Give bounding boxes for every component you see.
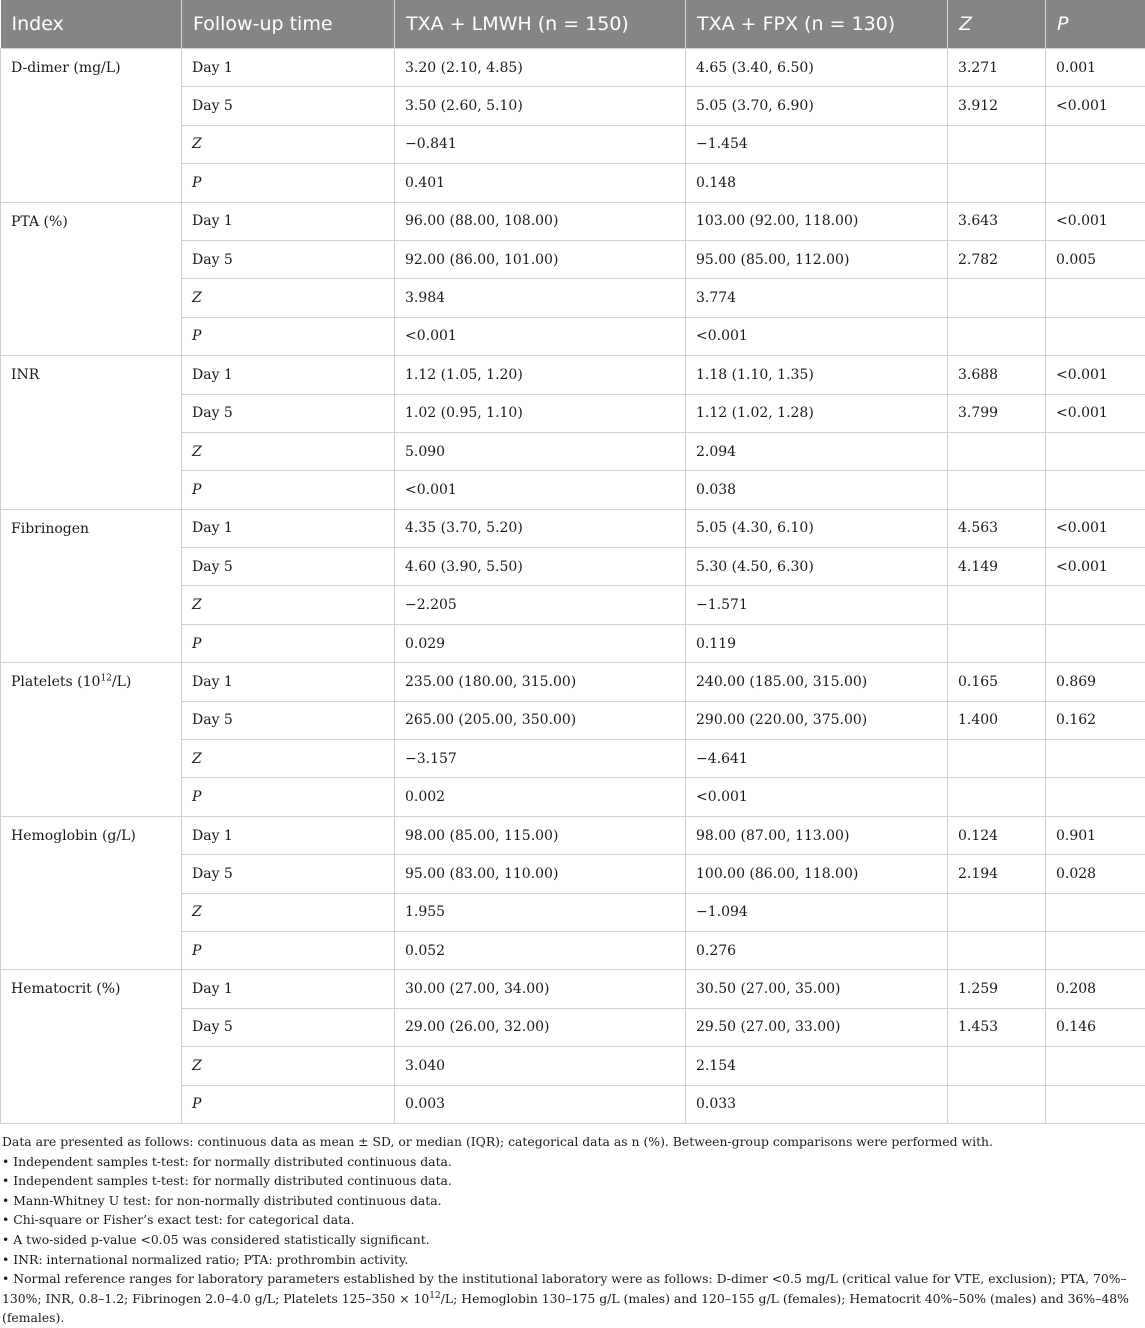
p-cell: 0.146 (1046, 1008, 1145, 1046)
z-cell: 3.688 (948, 356, 1046, 394)
txa-fpx-cell: 103.00 (92.00, 118.00) (686, 202, 948, 240)
index-cell (1, 356, 182, 510)
p-cell: 0.001 (1046, 49, 1145, 87)
follow-up-cell: Day 5 (182, 701, 395, 739)
z-cell: 3.271 (948, 49, 1046, 87)
txa-lmwh-cell: 0.029 (395, 624, 686, 662)
index-label: Hemoglobin (g/L) (11, 828, 136, 844)
header-row (1, 0, 1145, 49)
index-label-sup: 12 (100, 674, 111, 684)
p-cell (1046, 740, 1145, 778)
txa-lmwh-cell: 92.00 (86.00, 101.00) (395, 240, 686, 278)
table-row (1, 816, 1145, 854)
follow-up-cell: Day 5 (182, 240, 395, 278)
follow-up-cell: Day 1 (182, 49, 395, 87)
follow-up-cell: Day 1 (182, 509, 395, 547)
index-label: INR (11, 367, 39, 383)
txa-fpx-cell: <0.001 (686, 778, 948, 816)
follow-up-cell: Z (182, 125, 395, 163)
follow-up-cell: P (182, 317, 395, 355)
table-footnotes (0, 1132, 1145, 1328)
txa-lmwh-cell: −2.205 (395, 586, 686, 624)
txa-fpx-cell: <0.001 (686, 317, 948, 355)
index-cell (1, 49, 182, 203)
index-cell (1, 509, 182, 663)
z-cell: 0.124 (948, 816, 1046, 854)
z-cell: 3.643 (948, 202, 1046, 240)
z-cell (948, 279, 1046, 317)
z-cell: 1.453 (948, 1008, 1046, 1046)
p-cell (1046, 1085, 1145, 1123)
txa-fpx-cell: 3.774 (686, 279, 948, 317)
txa-lmwh-cell: <0.001 (395, 471, 686, 509)
txa-fpx-cell: 1.18 (1.10, 1.35) (686, 356, 948, 394)
txa-lmwh-cell: 29.00 (26.00, 32.00) (395, 1008, 686, 1046)
p-cell (1046, 279, 1145, 317)
txa-lmwh-cell: 1.12 (1.05, 1.20) (395, 356, 686, 394)
p-cell: <0.001 (1046, 202, 1145, 240)
follow-up-cell: P (182, 164, 395, 202)
table-body (1, 49, 1145, 1124)
follow-up-cell: Day 5 (182, 548, 395, 586)
table-row (1, 509, 1145, 547)
z-cell (948, 893, 1046, 931)
txa-fpx-cell: 240.00 (185.00, 315.00) (686, 663, 948, 701)
header-p: P (1046, 0, 1145, 49)
follow-up-cell: Day 5 (182, 855, 395, 893)
txa-fpx-cell: 5.05 (3.70, 6.90) (686, 87, 948, 125)
txa-lmwh-cell: 30.00 (27.00, 34.00) (395, 970, 686, 1008)
txa-lmwh-cell: 96.00 (88.00, 108.00) (395, 202, 686, 240)
z-cell (948, 125, 1046, 163)
index-label: Hematocrit (%) (11, 981, 120, 997)
p-cell: 0.028 (1046, 855, 1145, 893)
txa-fpx-cell: 2.094 (686, 432, 948, 470)
index-label-tail: /L) (112, 674, 131, 690)
header-txa-fpx: TXA + FPX (n = 130) (686, 0, 948, 49)
p-cell: <0.001 (1046, 356, 1145, 394)
txa-fpx-cell: 29.50 (27.00, 33.00) (686, 1008, 948, 1046)
index-cell (1, 202, 182, 356)
txa-fpx-cell: −1.094 (686, 893, 948, 931)
follow-up-cell: Day 1 (182, 356, 395, 394)
follow-up-cell: Day 1 (182, 816, 395, 854)
txa-lmwh-cell: <0.001 (395, 317, 686, 355)
z-cell (948, 471, 1046, 509)
z-cell (948, 624, 1046, 662)
txa-fpx-cell: 0.033 (686, 1085, 948, 1123)
follow-up-cell: Z (182, 1047, 395, 1085)
txa-fpx-cell: 95.00 (85.00, 112.00) (686, 240, 948, 278)
txa-fpx-cell: 4.65 (3.40, 6.50) (686, 49, 948, 87)
txa-lmwh-cell: −3.157 (395, 740, 686, 778)
txa-lmwh-cell: 0.002 (395, 778, 686, 816)
footnote-ranges-sup: 12 (429, 1291, 440, 1301)
txa-lmwh-cell: 95.00 (83.00, 110.00) (395, 855, 686, 893)
p-cell (1046, 586, 1145, 624)
p-cell: <0.001 (1046, 509, 1145, 547)
z-cell: 4.563 (948, 509, 1046, 547)
p-cell (1046, 1047, 1145, 1085)
follow-up-cell: Z (182, 740, 395, 778)
txa-lmwh-cell: 3.20 (2.10, 4.85) (395, 49, 686, 87)
follow-up-cell: Day 1 (182, 663, 395, 701)
table-row (1, 356, 1145, 394)
z-cell: 2.194 (948, 855, 1046, 893)
table-row (1, 970, 1145, 1008)
follow-up-cell: Z (182, 893, 395, 931)
txa-lmwh-cell: −0.841 (395, 125, 686, 163)
follow-up-cell: Day 5 (182, 394, 395, 432)
z-cell: 3.912 (948, 87, 1046, 125)
follow-up-cell: P (182, 1085, 395, 1123)
p-cell (1046, 125, 1145, 163)
txa-fpx-cell: 30.50 (27.00, 35.00) (686, 970, 948, 1008)
z-cell (948, 164, 1046, 202)
txa-lmwh-cell: 265.00 (205.00, 350.00) (395, 701, 686, 739)
follow-up-cell: Z (182, 432, 395, 470)
txa-fpx-cell: 0.119 (686, 624, 948, 662)
txa-fpx-cell: 1.12 (1.02, 1.28) (686, 394, 948, 432)
footnote-item: • Mann-Whitney U test: for non-normally distributed continuous data. (2, 1191, 1143, 1211)
footnote-reference-ranges (2, 1269, 1143, 1328)
txa-lmwh-cell: 4.35 (3.70, 5.20) (395, 509, 686, 547)
follow-up-cell: P (182, 778, 395, 816)
footnote-item: • Independent samples t-test: for normally distributed continuous data. (2, 1171, 1143, 1191)
txa-lmwh-cell: 235.00 (180.00, 315.00) (395, 663, 686, 701)
follow-up-cell: Day 1 (182, 202, 395, 240)
z-cell (948, 586, 1046, 624)
header-z: Z (948, 0, 1046, 49)
index-label: Fibrinogen (11, 521, 89, 537)
z-cell (948, 740, 1046, 778)
z-cell (948, 931, 1046, 969)
txa-lmwh-cell: 1.02 (0.95, 1.10) (395, 394, 686, 432)
z-cell (948, 778, 1046, 816)
txa-fpx-cell: 2.154 (686, 1047, 948, 1085)
txa-lmwh-cell: 0.401 (395, 164, 686, 202)
txa-lmwh-cell: 3.50 (2.60, 5.10) (395, 87, 686, 125)
txa-lmwh-cell: 0.003 (395, 1085, 686, 1123)
txa-lmwh-cell: 3.040 (395, 1047, 686, 1085)
z-cell (948, 1085, 1046, 1123)
p-cell: 0.005 (1046, 240, 1145, 278)
header-txa-lmwh: TXA + LMWH (n = 150) (395, 0, 686, 49)
follow-up-cell: Z (182, 279, 395, 317)
index-label: D-dimer (mg/L) (11, 60, 121, 76)
index-cell (1, 663, 182, 817)
footnote-item: Data are presented as follows: continuous data as mean ± SD, or median (IQR); categorical data as n (%). Between-group comparisons were performed with. (2, 1132, 1143, 1152)
txa-fpx-cell: 0.038 (686, 471, 948, 509)
p-cell (1046, 164, 1145, 202)
follow-up-cell: P (182, 624, 395, 662)
footnote-item: • Independent samples t-test: for normally distributed continuous data. (2, 1152, 1143, 1172)
txa-fpx-cell: 5.30 (4.50, 6.30) (686, 548, 948, 586)
header-index: Index (1, 0, 182, 49)
p-cell (1046, 317, 1145, 355)
z-cell: 0.165 (948, 663, 1046, 701)
txa-lmwh-cell: 5.090 (395, 432, 686, 470)
z-cell (948, 317, 1046, 355)
txa-lmwh-cell: 98.00 (85.00, 115.00) (395, 816, 686, 854)
footnote-ranges-text: • Normal reference ranges for laboratory parameters established by the institutional laboratory were as follows: D-dimer <0.5 mg/L (critical value for VTE, exclusion); PTA, 70%–130%; INR, 0.8–1.2; Fibrinogen 2.0–4.0 g/L; Platelets 125–350 × 10 (2, 1271, 1127, 1306)
txa-fpx-cell: 0.276 (686, 931, 948, 969)
txa-lmwh-cell: 3.984 (395, 279, 686, 317)
footnote-item: • Chi-square or Fisher’s exact test: for categorical data. (2, 1210, 1143, 1230)
table-row (1, 202, 1145, 240)
txa-lmwh-cell: 4.60 (3.90, 5.50) (395, 548, 686, 586)
txa-fpx-cell: −4.641 (686, 740, 948, 778)
txa-fpx-cell: 100.00 (86.00, 118.00) (686, 855, 948, 893)
p-cell: 0.901 (1046, 816, 1145, 854)
p-cell (1046, 432, 1145, 470)
txa-fpx-cell: −1.571 (686, 586, 948, 624)
p-cell (1046, 893, 1145, 931)
txa-fpx-cell: −1.454 (686, 125, 948, 163)
txa-fpx-cell: 98.00 (87.00, 113.00) (686, 816, 948, 854)
txa-fpx-cell: 0.148 (686, 164, 948, 202)
z-cell: 3.799 (948, 394, 1046, 432)
follow-up-cell: Day 5 (182, 1008, 395, 1046)
txa-fpx-cell: 5.05 (4.30, 6.10) (686, 509, 948, 547)
p-cell: 0.869 (1046, 663, 1145, 701)
follow-up-cell: Z (182, 586, 395, 624)
p-cell: 0.162 (1046, 701, 1145, 739)
index-cell (1, 816, 182, 970)
follow-up-cell: P (182, 471, 395, 509)
z-cell: 1.400 (948, 701, 1046, 739)
footnote-ranges-text-end: /L; Hemoglobin 130–175 g/L (males) and 120–155 g/L (females); Hematocrit 40%–50% (males) and 36%–48% (females). (2, 1291, 1129, 1326)
header-follow-up-time: Follow-up time (182, 0, 395, 49)
p-cell (1046, 471, 1145, 509)
z-cell (948, 1047, 1046, 1085)
footnote-item: • A two-sided p-value <0.05 was considered statistically significant. (2, 1230, 1143, 1250)
follow-up-cell: P (182, 931, 395, 969)
table-row (1, 663, 1145, 701)
table-row (1, 49, 1145, 87)
index-label: Platelets (10 (11, 674, 100, 690)
z-cell: 2.782 (948, 240, 1046, 278)
p-cell: <0.001 (1046, 548, 1145, 586)
footnote-item: • INR: international normalized ratio; PTA: prothrombin activity. (2, 1250, 1143, 1270)
p-cell (1046, 931, 1145, 969)
txa-lmwh-cell: 0.052 (395, 931, 686, 969)
p-cell (1046, 778, 1145, 816)
z-cell: 1.259 (948, 970, 1046, 1008)
index-label: PTA (%) (11, 214, 68, 230)
txa-fpx-cell: 290.00 (220.00, 375.00) (686, 701, 948, 739)
z-cell (948, 432, 1046, 470)
follow-up-cell: Day 1 (182, 970, 395, 1008)
p-cell (1046, 624, 1145, 662)
z-cell: 4.149 (948, 548, 1046, 586)
p-cell: 0.208 (1046, 970, 1145, 1008)
p-cell: <0.001 (1046, 87, 1145, 125)
follow-up-cell: Day 5 (182, 87, 395, 125)
txa-lmwh-cell: 1.955 (395, 893, 686, 931)
p-cell: <0.001 (1046, 394, 1145, 432)
index-cell (1, 970, 182, 1124)
